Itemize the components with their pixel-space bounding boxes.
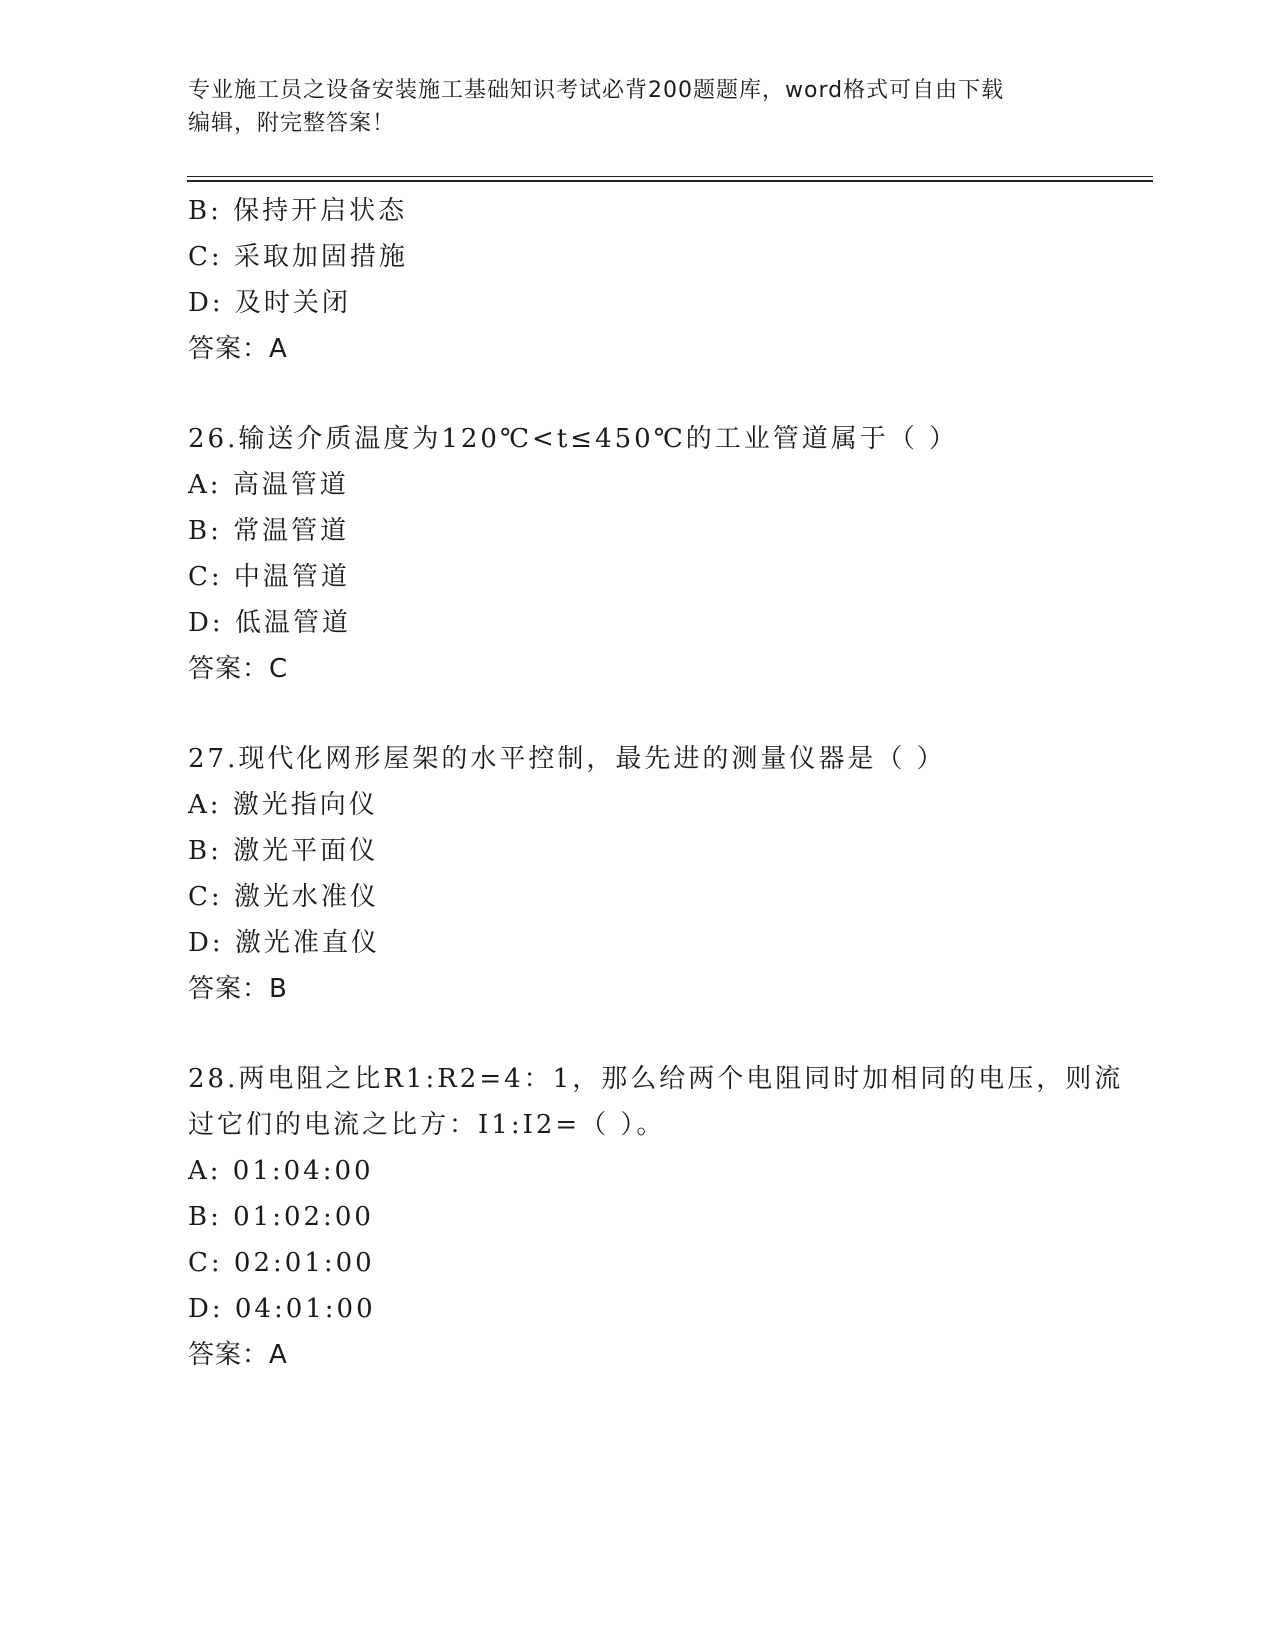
option-a: A: 激光指向仪 <box>188 790 378 820</box>
option-b: B: 激光平面仪 <box>188 836 379 866</box>
option-d: D: 激光准直仪 <box>188 928 380 958</box>
option-d: D: 及时关闭 <box>188 288 351 318</box>
question-block-26 <box>188 416 1088 692</box>
question-stem-line-1: 28.两电阻之比R1:R2=4：1，那么给两个电阻同时加相同的电压，则流 <box>188 1064 1124 1094</box>
question-stem-line-2: 过它们的电流之比方：I1:I2=（ ）。 <box>188 1110 666 1140</box>
header-title-line-2: 编辑，附完整答案！ <box>188 111 396 136</box>
answer-line: 答案：C <box>188 654 289 684</box>
spacer <box>188 1012 1088 1056</box>
header-divider-thin <box>187 176 1153 177</box>
question-block-28 <box>188 1056 1124 1378</box>
question-stem: 26.输送介质温度为120℃<t≤450℃的工业管道属于（ ） <box>188 424 959 454</box>
question-list <box>188 188 1124 1378</box>
spacer <box>188 372 1088 416</box>
answer-line: 答案：A <box>188 1340 288 1370</box>
option-c: C: 激光水准仪 <box>188 882 379 912</box>
option-c: C: 采取加固措施 <box>188 242 408 272</box>
option-c: C: 中温管道 <box>188 562 350 592</box>
option-a: A: 01:04:00 <box>188 1156 374 1186</box>
option-b: B: 保持开启状态 <box>188 196 408 226</box>
header-divider-thick <box>187 180 1153 182</box>
option-a: A: 高温管道 <box>188 470 349 500</box>
document-header <box>188 74 1088 140</box>
option-c: C: 02:01:00 <box>188 1248 375 1278</box>
option-b: B: 01:02:00 <box>188 1202 374 1232</box>
option-d: D: 低温管道 <box>188 608 351 638</box>
answer-line: 答案：B <box>188 974 288 1004</box>
option-b: B: 常温管道 <box>188 516 350 546</box>
answer-line: 答案：A <box>188 334 288 364</box>
question-block-27 <box>188 736 1088 1012</box>
header-title-line-1: 专业施工员之设备安装施工基础知识考试必背200题题库，word格式可自由下载 <box>188 78 1005 103</box>
spacer <box>188 692 1088 736</box>
question-block-25 <box>188 188 1088 372</box>
question-stem: 27.现代化网形屋架的水平控制，最先进的测量仪器是（ ） <box>188 744 946 774</box>
option-d: D: 04:01:00 <box>188 1294 376 1324</box>
